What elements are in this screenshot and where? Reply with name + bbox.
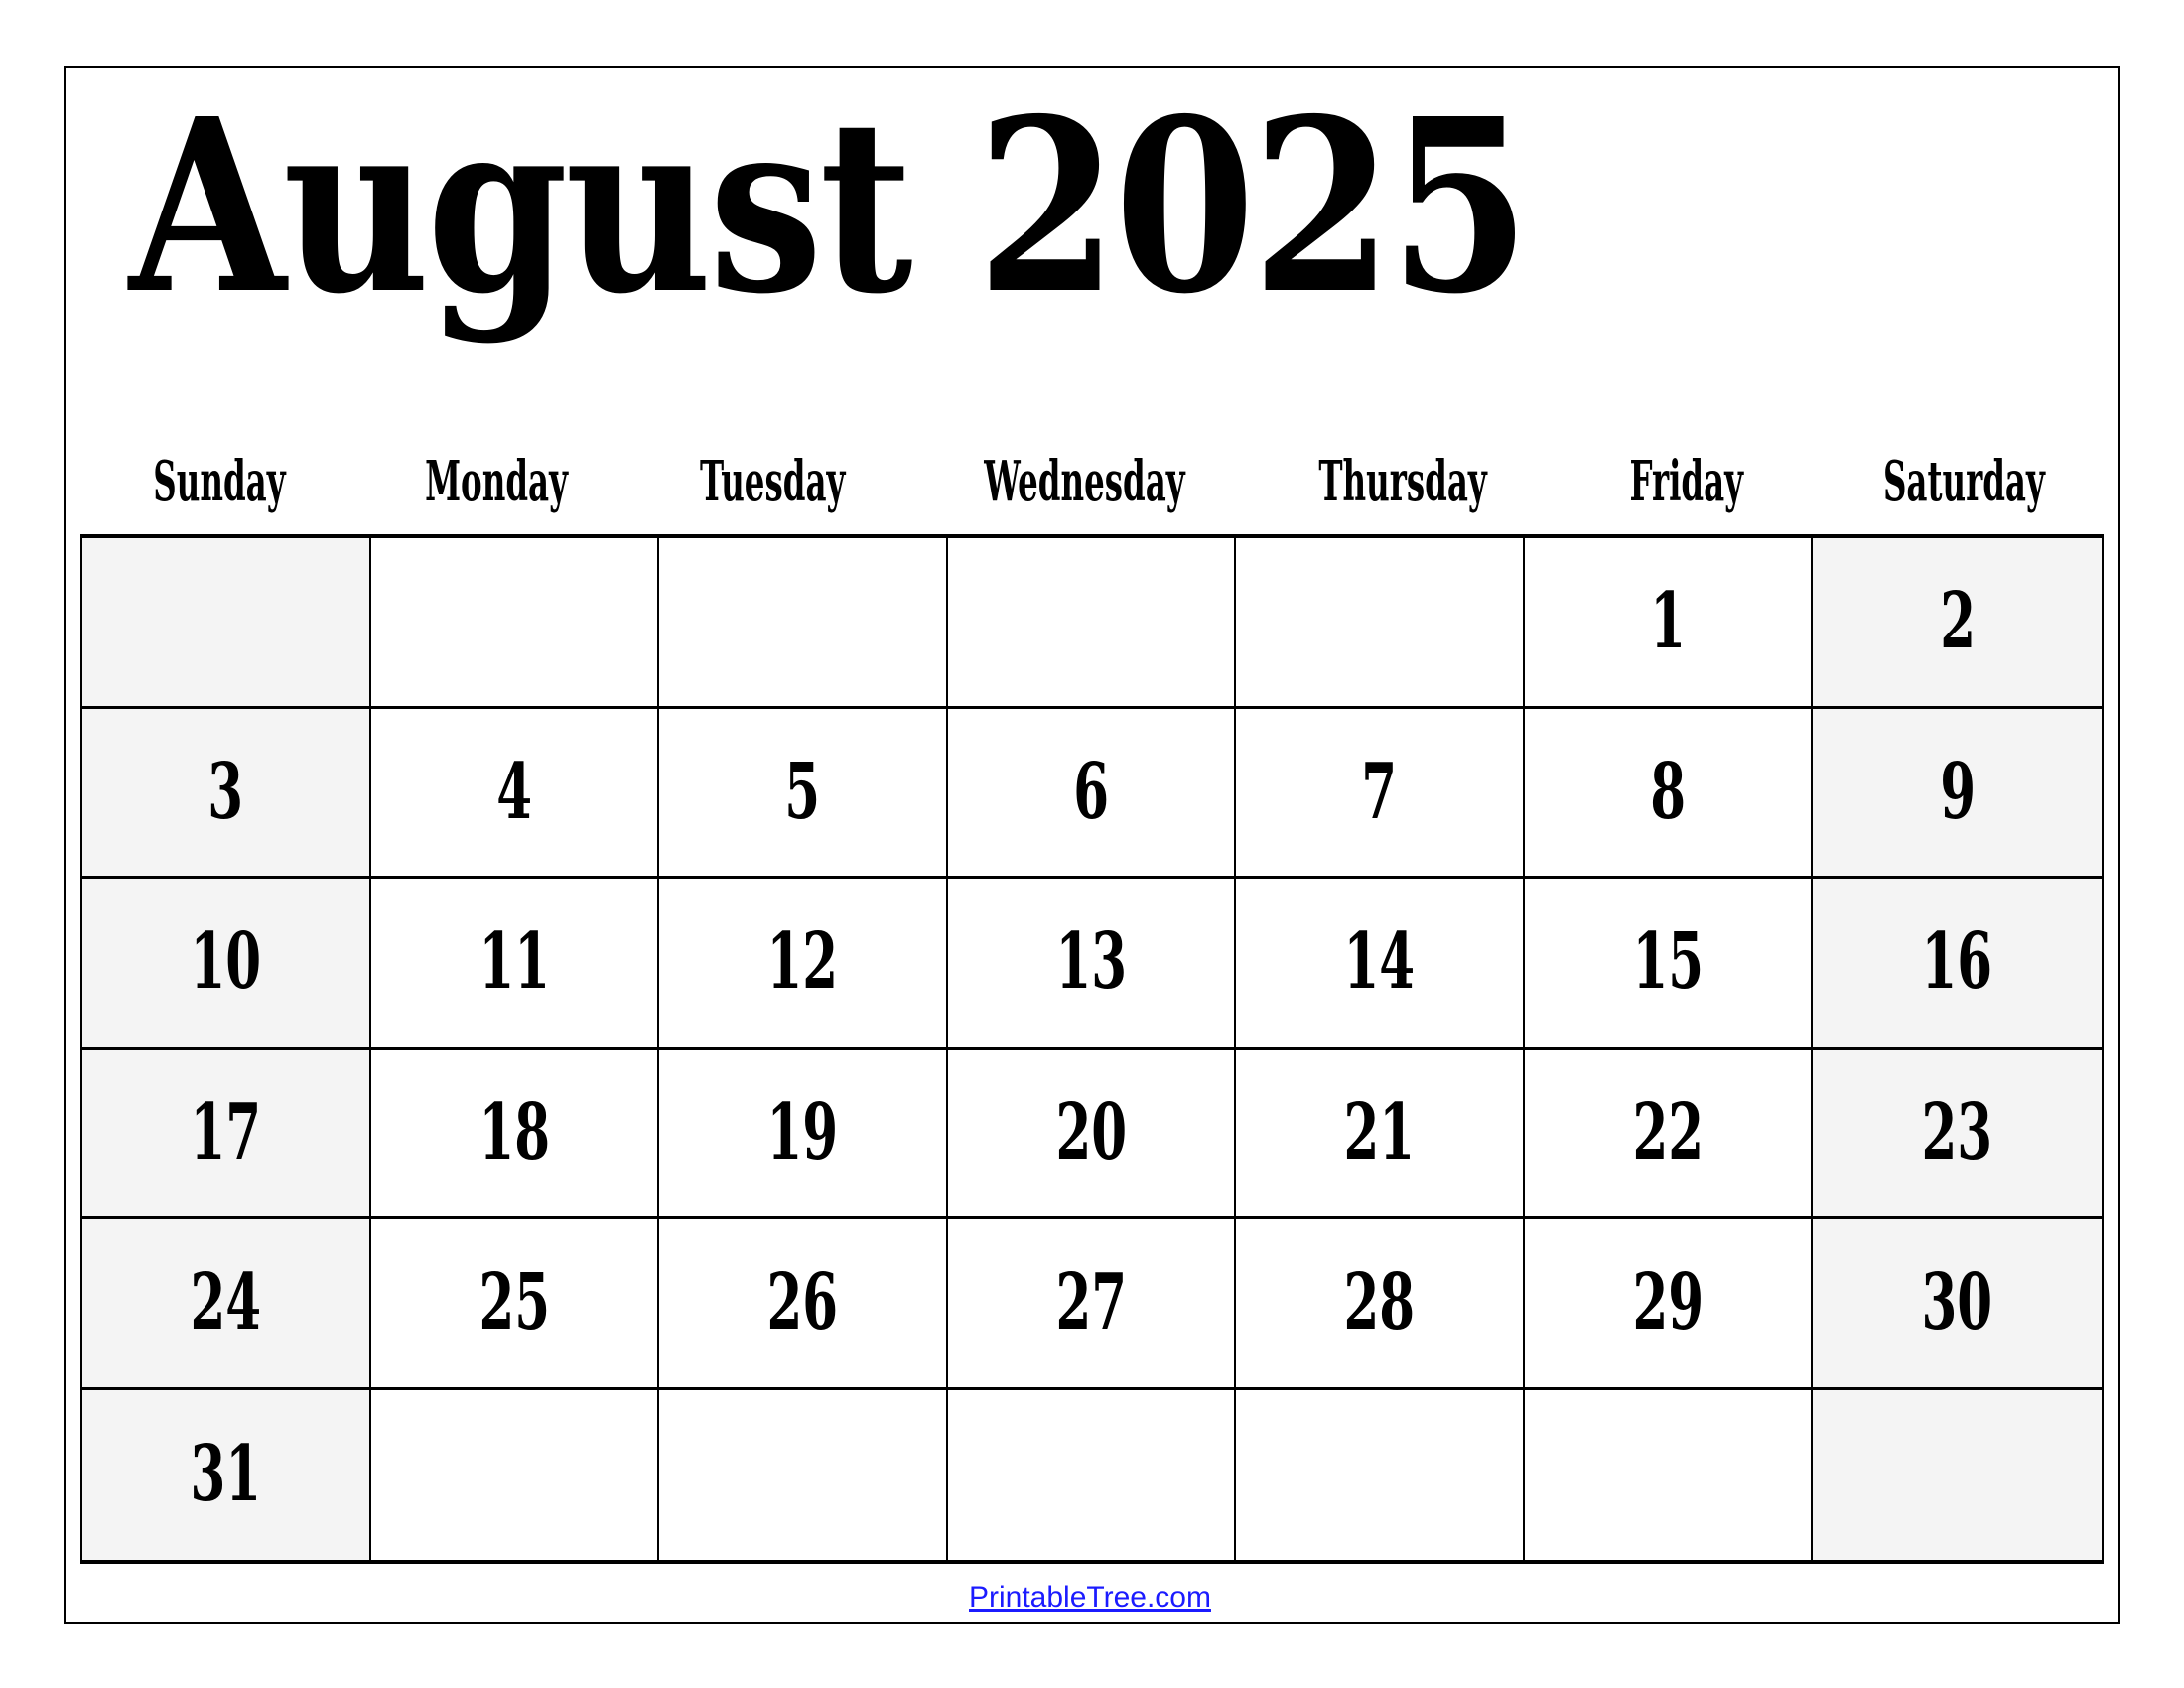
date-cell-w6-mon (371, 1390, 660, 1561)
date-number: 5 (784, 746, 821, 837)
date-cell-w3-thu (1236, 879, 1525, 1050)
date-number: 20 (1055, 1086, 1127, 1178)
page-title (129, 67, 1774, 347)
date-cell-w6-fri (1525, 1390, 1814, 1561)
date-cell-w5-sat (1813, 1219, 2102, 1390)
date-number: 23 (1921, 1086, 1993, 1178)
date-cell-w3-tue (659, 879, 948, 1050)
date-number: 6 (1073, 746, 1109, 837)
date-cell-w2-sun (82, 709, 371, 880)
date-cell-w2-tue (659, 709, 948, 880)
date-cell-w2-wed (948, 709, 1237, 880)
date-cell-w1-sun (82, 538, 371, 709)
date-number: 29 (1632, 1257, 1704, 1348)
date-number: 28 (1343, 1257, 1416, 1348)
weekday-label-friday: Friday (1629, 449, 1743, 514)
date-number: 16 (1921, 916, 1993, 1008)
date-cell-w1-tue (659, 538, 948, 709)
date-number: 3 (207, 746, 244, 837)
date-number: 24 (190, 1257, 262, 1348)
date-number: 13 (1055, 916, 1127, 1008)
date-cell-w4-sat (1813, 1050, 2102, 1220)
calendar-grid (80, 534, 2104, 1564)
date-cell-w1-thu (1236, 538, 1525, 709)
date-cell-w2-sat (1813, 709, 2102, 880)
date-cell-w3-wed (948, 879, 1237, 1050)
date-cell-w6-thu (1236, 1390, 1525, 1561)
date-cell-w1-wed (948, 538, 1237, 709)
date-number: 25 (478, 1257, 550, 1348)
date-cell-w6-wed (948, 1390, 1237, 1561)
date-cell-w4-thu (1236, 1050, 1525, 1220)
date-cell-w2-thu (1236, 709, 1525, 880)
date-number: 31 (190, 1429, 262, 1520)
date-cell-w6-sun (82, 1390, 371, 1561)
date-number: 11 (478, 916, 550, 1008)
weekday-label-saturday: Saturday (1883, 449, 2046, 514)
date-number: 9 (1939, 746, 1976, 837)
date-cell-w1-fri (1525, 538, 1814, 709)
weekday-label-tuesday: Tuesday (700, 449, 846, 514)
date-number: 21 (1343, 1086, 1416, 1178)
weekday-label-thursday: Thursday (1318, 449, 1487, 514)
date-cell-w5-tue (659, 1219, 948, 1390)
date-cell-w4-fri (1525, 1050, 1814, 1220)
weekday-header-row (80, 445, 2104, 518)
date-cell-w2-fri (1525, 709, 1814, 880)
weekday-label-sunday: Sunday (152, 449, 286, 514)
date-number: 26 (766, 1257, 839, 1348)
date-cell-w6-sat (1813, 1390, 2102, 1561)
date-cell-w5-mon (371, 1219, 660, 1390)
date-cell-w5-wed (948, 1219, 1237, 1390)
date-number: 18 (478, 1086, 550, 1178)
date-number: 4 (495, 746, 532, 837)
date-number: 27 (1055, 1257, 1127, 1348)
date-cell-w4-wed (948, 1050, 1237, 1220)
date-number: 10 (190, 916, 262, 1008)
date-cell-w1-mon (371, 538, 660, 709)
date-cell-w6-tue (659, 1390, 948, 1561)
weekday-label-monday: Monday (424, 449, 568, 514)
footer (64, 1581, 2116, 1615)
date-cell-w5-fri (1525, 1219, 1814, 1390)
date-cell-w5-thu (1236, 1219, 1525, 1390)
date-cell-w3-sun (82, 879, 371, 1050)
date-number: 14 (1343, 916, 1416, 1008)
date-cell-w2-mon (371, 709, 660, 880)
weekday-label-wednesday: Wednesday (984, 449, 1185, 514)
date-number: 2 (1939, 576, 1976, 667)
date-cell-w5-sun (82, 1219, 371, 1390)
date-number: 22 (1632, 1086, 1704, 1178)
date-number: 1 (1650, 576, 1687, 667)
date-cell-w3-sat (1813, 879, 2102, 1050)
date-cell-w3-mon (371, 879, 660, 1050)
date-number: 7 (1361, 746, 1398, 837)
date-number: 8 (1650, 746, 1687, 837)
date-number: 30 (1921, 1257, 1993, 1348)
date-cell-w4-sun (82, 1050, 371, 1220)
date-cell-w4-mon (371, 1050, 660, 1220)
date-number: 12 (766, 916, 839, 1008)
date-cell-w1-sat (1813, 538, 2102, 709)
page-title-text: August 2025 (129, 67, 1528, 347)
date-cell-w4-tue (659, 1050, 948, 1220)
date-cell-w3-fri (1525, 879, 1814, 1050)
date-number: 19 (766, 1086, 839, 1178)
date-number: 17 (190, 1086, 262, 1178)
printabletree-link[interactable]: PrintableTree.com (969, 1581, 1211, 1614)
date-number: 15 (1632, 916, 1704, 1008)
